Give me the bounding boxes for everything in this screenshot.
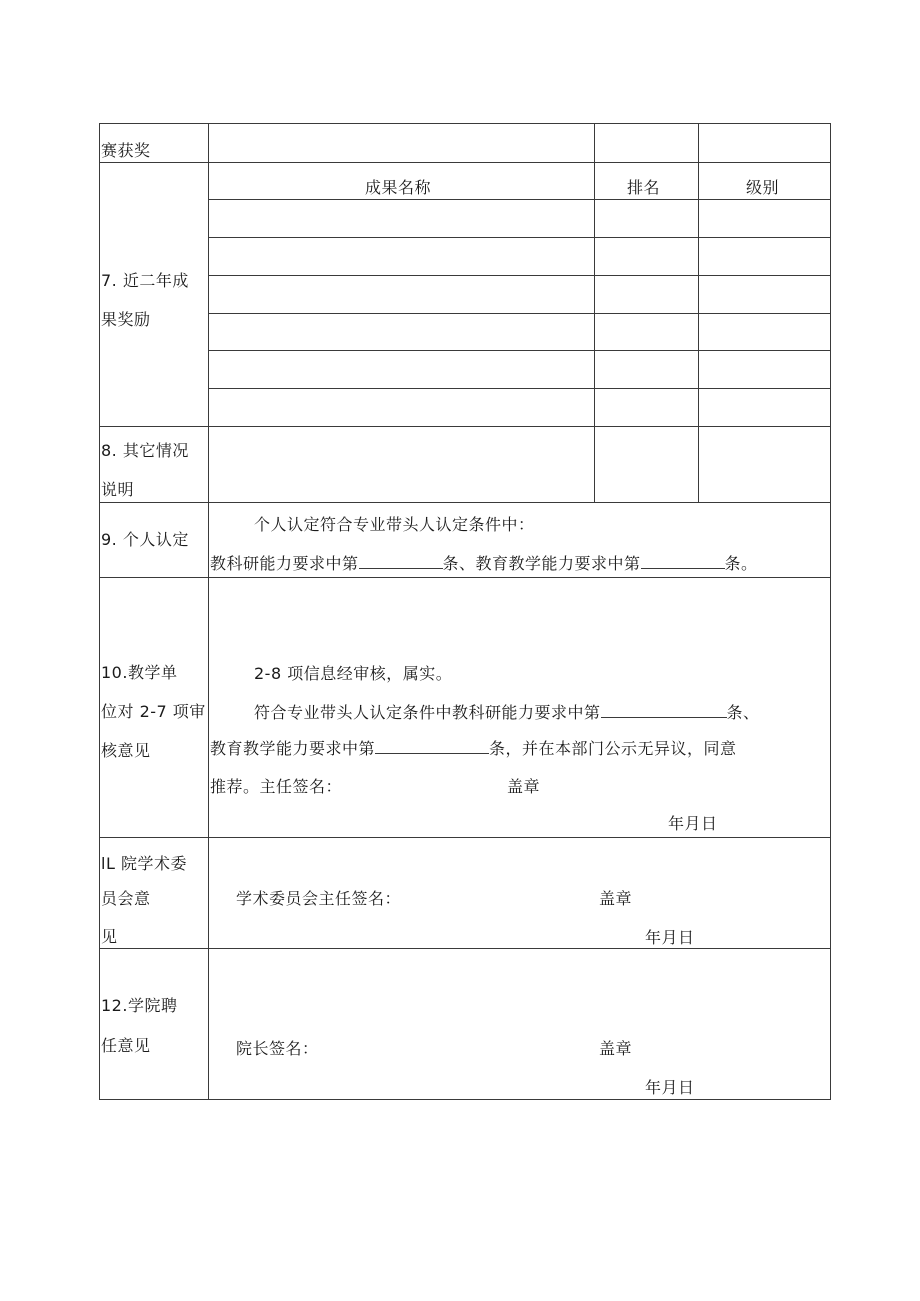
teaching-clause-blank[interactable] (641, 554, 725, 569)
achievement-row-2[interactable] (210, 239, 829, 274)
personal-line1: 个人认定符合专业带头人认定条件中： (254, 515, 535, 534)
unit-seal: 盖章 (507, 777, 541, 796)
other-label-line2: 说明 (101, 480, 135, 499)
unit-line4: 推荐。主任签名： (210, 777, 343, 796)
committee-date: 年月日 (645, 928, 695, 947)
other-description-cell[interactable] (210, 428, 593, 501)
personal-line2-c: 条。 (724, 554, 758, 573)
committee-label-line3: 见 (101, 927, 118, 946)
college-label-line2: 任意见 (101, 1036, 151, 1055)
award-rank-cell[interactable] (596, 125, 697, 161)
unit-line3-a: 教育教学能力要求中第 (210, 739, 376, 758)
unit-line3-b: 条，并在本部门公示无异议，同意 (489, 739, 737, 758)
college-seal: 盖章 (599, 1039, 633, 1058)
header-rank: 排名 (627, 178, 661, 197)
personal-line2-b: 条、教育教学能力要求中第 (442, 554, 641, 573)
committee-label-line2: 员会意 (101, 889, 151, 908)
achievements-label-line1: 7. 近二年成 (101, 271, 189, 290)
achievement-row-4[interactable] (210, 315, 829, 349)
achievement-row-5[interactable] (210, 352, 829, 387)
unit-line1: 2-8 项信息经审核，属实。 (254, 664, 453, 683)
achievements-label-line2: 果奖励 (101, 310, 151, 329)
college-label-line1: 12.学院聘 (101, 996, 178, 1015)
unit-label-line3: 核意见 (101, 741, 151, 760)
achievement-row-6[interactable] (210, 390, 829, 425)
unit-line2-a: 符合专业带头人认定条件中教科研能力要求中第 (254, 703, 601, 722)
committee-sign: 学术委员会主任签名： (236, 889, 402, 908)
unit-research-clause-blank[interactable] (601, 703, 727, 718)
research-clause-blank[interactable] (359, 554, 443, 569)
unit-line2 (254, 703, 760, 723)
other-label-line1: 8. 其它情况 (101, 441, 189, 460)
award-label: 赛获奖 (101, 141, 151, 160)
college-sign: 院长签名： (236, 1039, 319, 1058)
award-name-cell[interactable] (210, 125, 593, 161)
header-achievement-name: 成果名称 (365, 178, 432, 197)
committee-label-line1: lL 院学术委 (101, 854, 187, 873)
achievement-row-1[interactable] (210, 201, 829, 236)
personal-line2 (210, 554, 758, 574)
unit-label-line1: 10.教学单 (101, 663, 178, 682)
header-level: 级别 (746, 178, 780, 197)
unit-date: 年月日 (668, 814, 718, 833)
personal-line2-a: 教科研能力要求中第 (210, 554, 359, 573)
award-level-cell[interactable] (700, 125, 829, 161)
unit-line2-b: 条、 (726, 703, 760, 722)
unit-teaching-clause-blank[interactable] (375, 739, 489, 754)
committee-seal: 盖章 (599, 889, 633, 908)
college-date: 年月日 (645, 1078, 695, 1097)
achievement-row-3[interactable] (210, 277, 829, 312)
personal-label: 9. 个人认定 (101, 530, 189, 549)
unit-label-line2: 位对 2-7 项审 (101, 702, 206, 721)
unit-line3 (210, 739, 737, 759)
